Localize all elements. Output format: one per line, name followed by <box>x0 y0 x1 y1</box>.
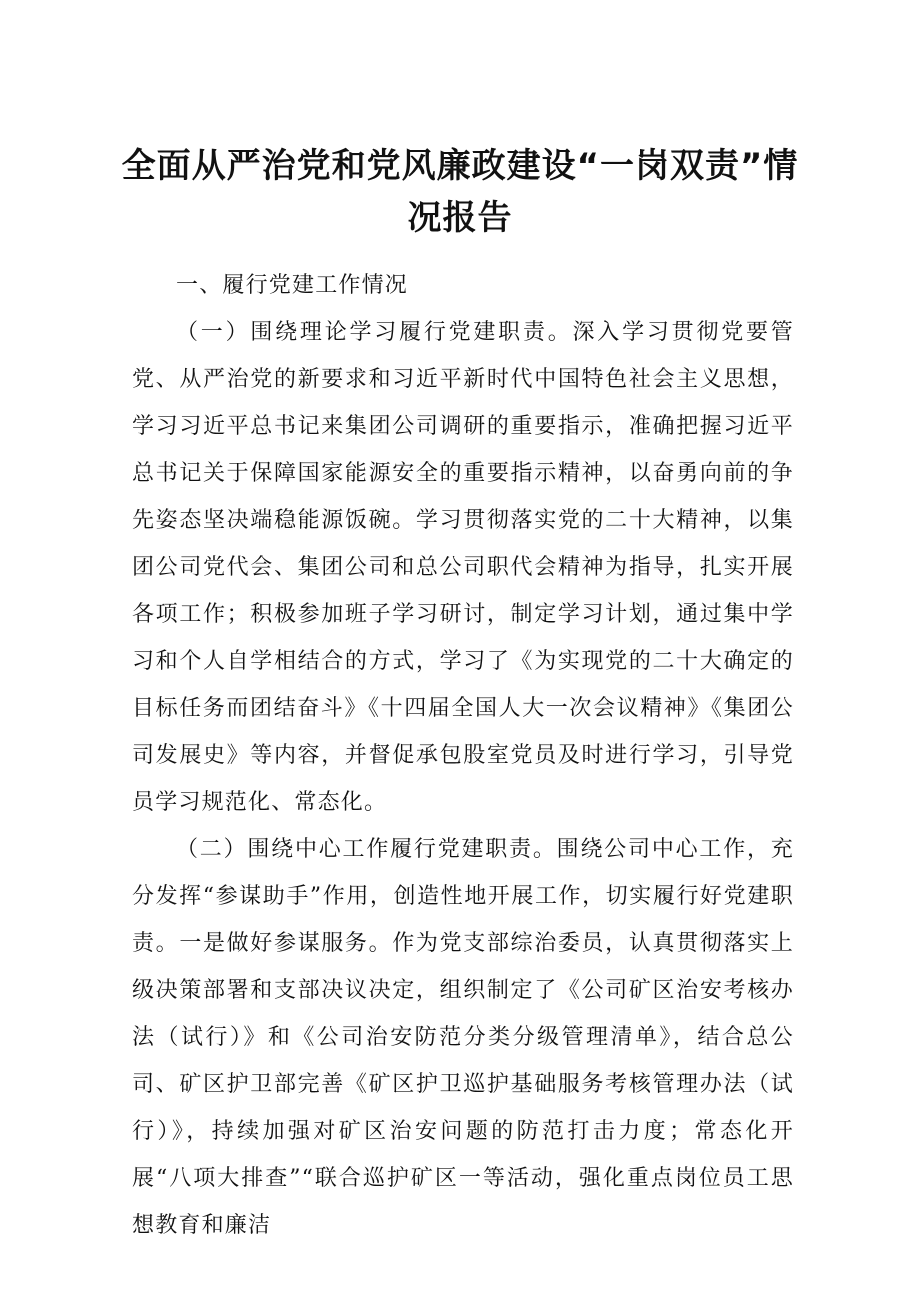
document-body <box>132 262 794 1249</box>
paragraph-central-work: （二）围绕中心工作履行党建职责。围绕公司中心工作，充分发挥“参谋助手”作用，创造性地开展工作，切实履行好党建职责。一是做好参谋服务。作为党支部综治委员，认真贯彻落实上级决策部署和支部决议决定，组织制定了《公司矿区治安考核办法（试行）》和《公司治安防范分类分级管理清单》，结合总公司、矿区护卫部完善《矿区护卫巡护基础服务考核管理办法（试行）》，持续加强对矿区治安问题的防范打击力度；常态化开展“八项大排查”“联合巡护矿区一等活动，强化重点岗位员工思想教育和廉洁 <box>132 837 794 1238</box>
document-title: 全面从严治党和党风廉政建设“一岗双责”情况报告 <box>121 146 799 238</box>
paragraph-theory-study: （一）围绕理论学习履行党建职责。深入学习贯彻党要管党、从严治党的新要求和习近平新时代中国特色社会主义思想，学习习近平总书记来集团公司调研的重要指示，准确把握习近平总书记关于保障国家能源安全的重要指示精神，以奋勇向前的争先姿态坚决端稳能源饭碗。学习贯彻落实党的二十大精神，以集团公司党代会、集团公司和总公司职代会精神为指导，扎实开展各项工作；积极参加班子学习研讨，制定学习计划，通过集中学习和个人自学相结合的方式，学习了《为实现党的二十大确定的目标任务而团结奋斗》《十四届全国人大一次会议精神》《集团公司发展史》等内容，并督促承包股室党员及时进行学习，引导党员学习规范化、常态化。 <box>132 320 794 815</box>
section-heading: 一、履行党建工作情况 <box>176 273 409 298</box>
